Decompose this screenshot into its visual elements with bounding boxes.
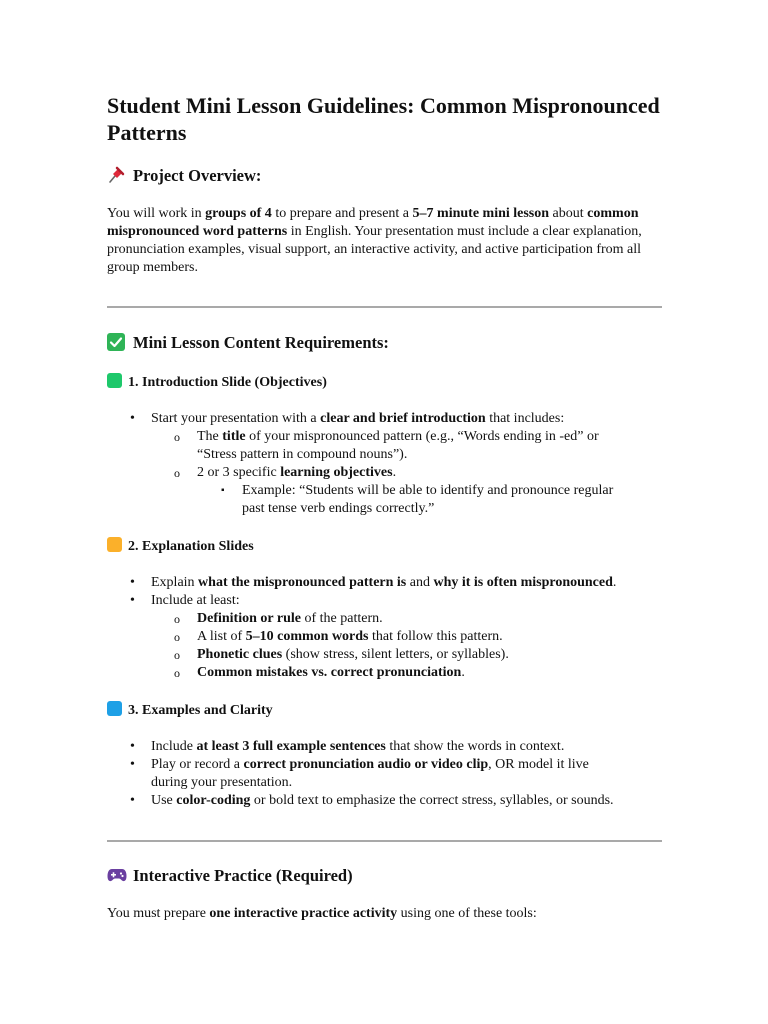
game-controller-icon xyxy=(107,868,127,882)
section-3-heading-text: 3. Examples and Clarity xyxy=(128,703,273,718)
list-item-text: or bold text to emphasize the correct stress, syllables, or sounds. xyxy=(250,793,614,808)
horizontal-divider xyxy=(107,306,662,308)
list-item xyxy=(151,792,614,810)
bullet-circle: o xyxy=(174,666,180,680)
list-item: Include at least: xyxy=(151,593,240,608)
list-item-text: (show stress, silent letters, or syllables). xyxy=(282,647,509,662)
bullet-disc: • xyxy=(130,593,135,608)
bullet-circle: o xyxy=(174,430,180,444)
list-item xyxy=(151,738,564,756)
list-item-text: A list of xyxy=(197,629,246,644)
list-item-text: that show the words in context. xyxy=(385,739,565,754)
sub-sub-list-item-continuation: past tense verb endings correctly.” xyxy=(242,501,435,516)
list-item-bold-text: what the mispronounced pattern is xyxy=(198,575,407,590)
list-item xyxy=(151,410,564,428)
overview-text: in English. Your presentation must include a clear explanation, pronunciation examples, visual support, an interactive activity, and active participation from all group members. xyxy=(107,224,642,275)
bullet-circle: o xyxy=(174,648,180,662)
sub-list-item xyxy=(197,464,396,482)
overview-text: You will work in xyxy=(107,206,206,221)
overview-bold-text: 5–7 minute mini lesson xyxy=(412,206,550,221)
list-item-text: The xyxy=(197,429,223,444)
bullet-disc: • xyxy=(130,757,135,772)
blue-square-icon xyxy=(107,701,122,716)
project-overview-heading xyxy=(107,165,261,187)
list-item-text: Start your presentation with a xyxy=(151,411,321,426)
sub-list-item xyxy=(197,610,383,628)
list-item-text: . xyxy=(392,465,397,480)
interactive-practice-heading-text: Interactive Practice (Required) xyxy=(133,866,353,885)
list-item-bold-text: Common mistakes vs. correct pronunciation xyxy=(197,665,462,680)
green-square-icon xyxy=(107,373,122,388)
list-item-bold-text: Phonetic clues xyxy=(197,647,283,662)
bullet-circle: o xyxy=(174,466,180,480)
list-item-bold-text: clear and brief introduction xyxy=(320,411,486,426)
list-item-bold-text: learning objectives xyxy=(280,465,393,480)
list-item-bold-text: color-coding xyxy=(176,793,251,808)
sub-sub-list-item: Example: “Students will be able to identify and pronounce regular xyxy=(242,483,614,498)
bullet-circle: o xyxy=(174,612,180,626)
section-2-heading xyxy=(107,537,254,557)
project-overview-paragraph xyxy=(107,205,667,277)
check-mark-icon xyxy=(107,333,125,351)
list-item-text: . xyxy=(461,665,465,680)
overview-bold-text: common mispronounced word patterns xyxy=(107,206,639,239)
list-item-text: of the pattern. xyxy=(300,611,383,626)
sub-list-item-continuation: “Stress pattern in compound nouns”). xyxy=(197,447,408,462)
section-1-heading-text: 1. Introduction Slide (Objectives) xyxy=(128,375,327,390)
pushpin-icon xyxy=(107,166,125,184)
overview-bold-text: groups of 4 xyxy=(205,206,272,221)
horizontal-divider xyxy=(107,840,662,842)
section-2-heading-text: 2. Explanation Slides xyxy=(128,539,254,554)
list-item-bold-text: 5–10 common words xyxy=(245,629,369,644)
list-item-bold-text: title xyxy=(222,429,246,444)
list-item-bold-text: Definition or rule xyxy=(197,611,301,626)
sub-list-item xyxy=(197,646,509,664)
interactive-practice-heading xyxy=(107,865,353,887)
section-3-heading xyxy=(107,701,273,721)
section-1-heading xyxy=(107,373,327,393)
interactive-practice-paragraph xyxy=(107,905,537,923)
bullet-circle: o xyxy=(174,630,180,644)
list-item-text: of your mispronounced pattern (e.g., “Words ending in -ed” or xyxy=(245,429,599,444)
page-title: Student Mini Lesson Guidelines: Common Mispronounced Patterns xyxy=(107,93,660,145)
paragraph-text: You must prepare xyxy=(107,906,210,921)
paragraph-bold-text: one interactive practice activity xyxy=(209,906,398,921)
bullet-disc: • xyxy=(130,575,135,590)
list-item-text: Play or record a xyxy=(151,757,244,772)
list-item-bold-text: correct pronunciation audio or video clip xyxy=(243,757,489,772)
list-item xyxy=(151,574,616,592)
bullet-disc: • xyxy=(130,739,135,754)
list-item-text: and xyxy=(406,575,434,590)
requirements-heading-text: Mini Lesson Content Requirements: xyxy=(133,333,389,352)
bullet-square: ▪ xyxy=(221,485,225,496)
requirements-heading xyxy=(107,332,389,354)
list-item-bold-text: at least 3 full example sentences xyxy=(196,739,386,754)
project-overview-heading-text: Project Overview: xyxy=(133,166,262,185)
paragraph-text: using one of these tools: xyxy=(397,906,537,921)
bullet-disc: • xyxy=(130,411,135,426)
overview-text: to prepare and present a xyxy=(271,206,413,221)
list-item-text: Explain xyxy=(151,575,199,590)
bullet-disc: • xyxy=(130,793,135,808)
sub-list-item xyxy=(197,628,503,646)
sub-list-item xyxy=(197,428,599,446)
list-item-text: , OR model it live xyxy=(488,757,589,772)
orange-square-icon xyxy=(107,537,122,552)
list-item-text: that follow this pattern. xyxy=(368,629,503,644)
list-item-text: . xyxy=(612,575,617,590)
list-item-text: that includes: xyxy=(485,411,565,426)
list-item-continuation: during your presentation. xyxy=(151,775,293,790)
overview-text: about xyxy=(549,206,588,221)
list-item-text: Use xyxy=(151,793,177,808)
sub-list-item xyxy=(197,664,465,682)
list-item-text: Include xyxy=(151,739,197,754)
list-item-bold-text: why it is often mispronounced xyxy=(433,575,613,590)
list-item xyxy=(151,756,589,774)
list-item-text: 2 or 3 specific xyxy=(197,465,281,480)
